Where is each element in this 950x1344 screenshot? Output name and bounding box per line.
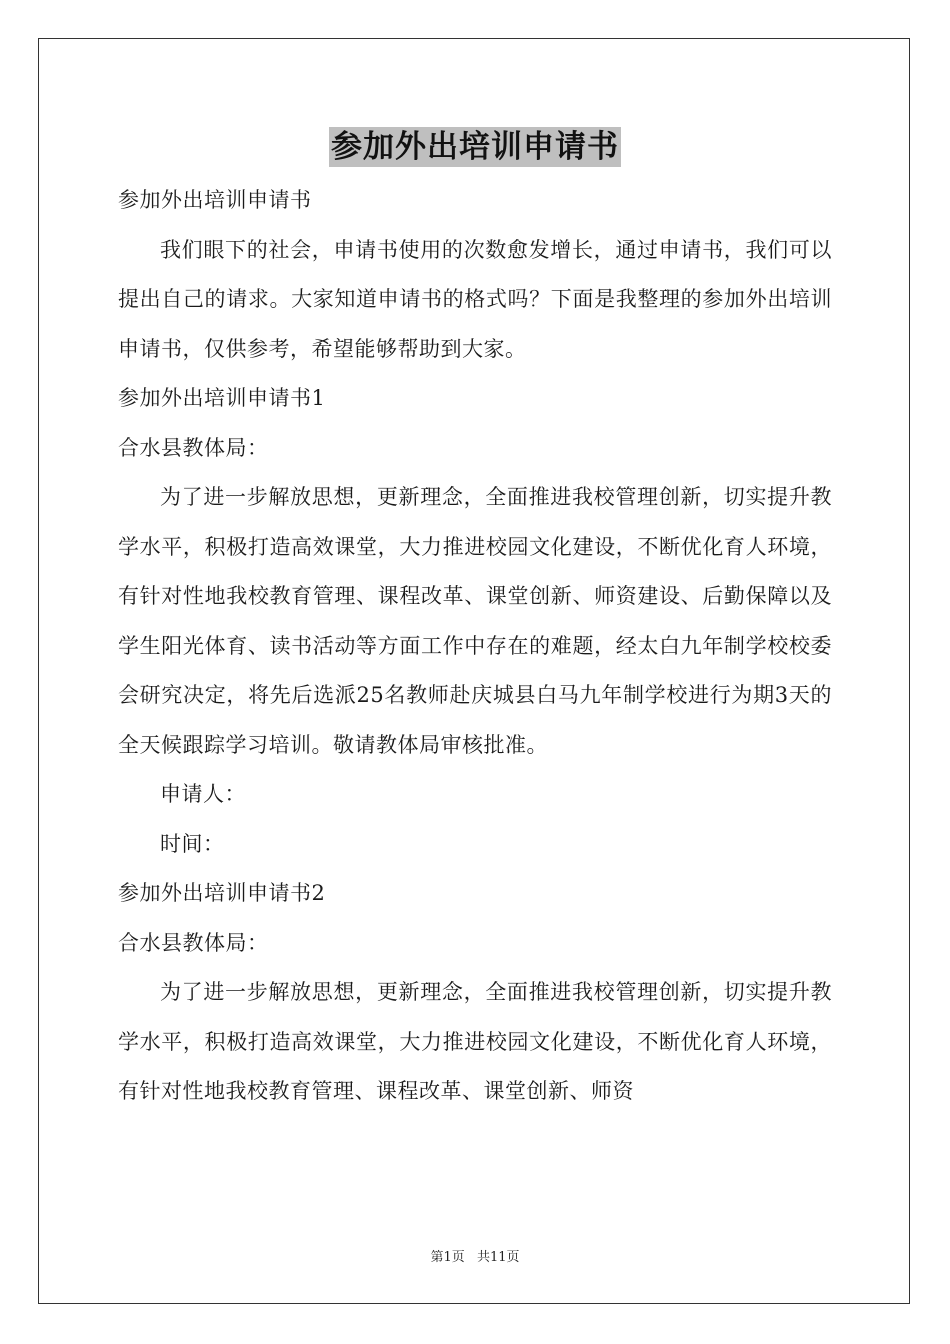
subtitle-line: 参加外出培训申请书 [118, 188, 312, 212]
date-line: 时间： [160, 831, 225, 856]
page-footer [0, 1246, 950, 1265]
total-pages: 共11页 [476, 1250, 520, 1265]
title-container [0, 127, 950, 167]
intro-paragraph: 我们眼下的社会，申请书使用的次数愈发增长，通过申请书，我们可以提出自己的请求。大家知道申请书的格式吗？下面是我整理的参加外出培训申请书，仅供参考，希望能够帮助到大家。 [118, 237, 832, 361]
applicant-line: 申请人： [160, 782, 246, 806]
document-title: 参加外出培训申请书 [331, 129, 619, 165]
page-number: 第1页 [430, 1250, 465, 1265]
document-body [118, 176, 832, 1117]
body-paragraph-1: 为了进一步解放思想，更新理念，全面推进我校管理创新，切实提升教学水平，积极打造高效课堂，大力推进校园文化建设，不断优化育人环境，有针对性地我校教育管理、课程改革、课堂创新、师资建设、后勤保障以及学生阳光体育、读书活动等方面工作中存在的难题，经太白九年制学校校委会研究决定，将先后选派25名教师赴庆城县白马九年制学校进行为期3天的全天候跟踪学习培训。敬请教体局审核批准。 [118, 485, 832, 757]
body-paragraph-2: 为了进一步解放思想，更新理念，全面推进我校管理创新，切实提升教学水平，积极打造高效课堂，大力推进校园文化建设，不断优化育人环境，有针对性地我校教育管理、课程改革、课堂创新、师资 [118, 980, 832, 1103]
salutation-1: 合水县教体局： [118, 435, 269, 460]
salutation-2: 合水县教体局： [118, 930, 269, 955]
section-heading-2: 参加外出培训申请书2 [118, 881, 326, 905]
section-heading-1: 参加外出培训申请书1 [118, 386, 326, 410]
